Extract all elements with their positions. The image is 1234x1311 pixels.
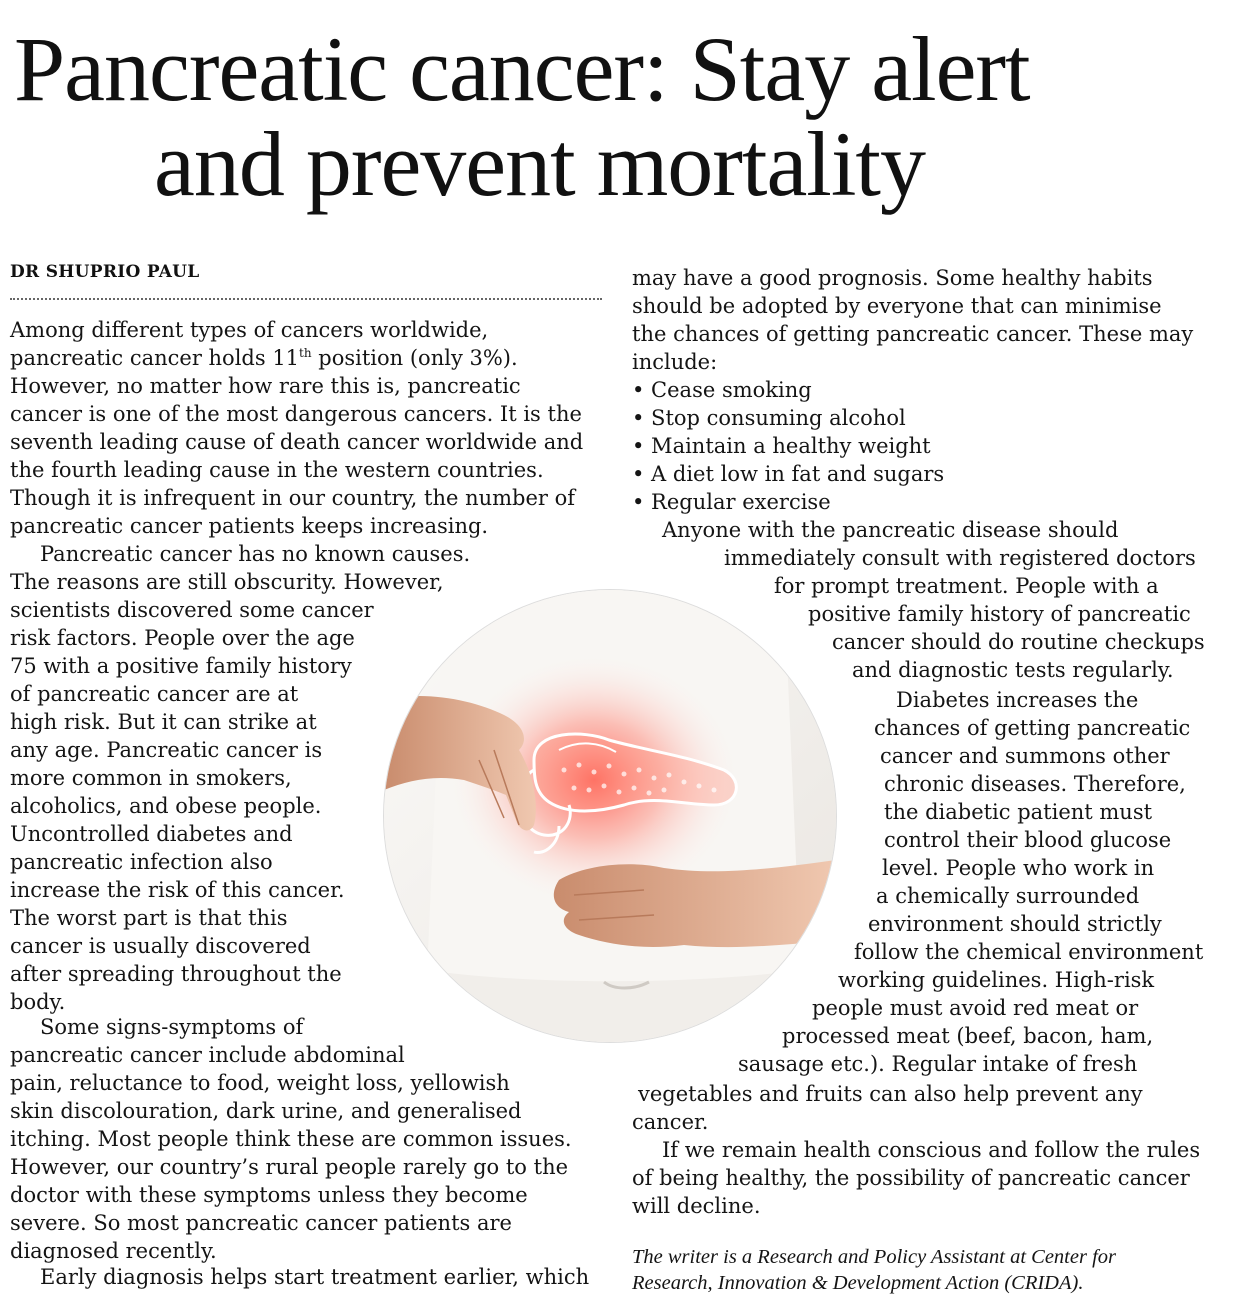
headline-line-1: Pancreatic cancer: Stay alert — [14, 18, 1030, 120]
right-p2-line: and diagnostic tests regularly. — [852, 658, 1174, 682]
left-p2-line: The worst part is that this — [10, 906, 288, 930]
right-p3-line: cancer. — [632, 1110, 709, 1134]
right-p3-line: sausage etc.). Regular intake of fresh — [738, 1052, 1138, 1076]
left-p2-line: of pancreatic cancer are at — [10, 682, 299, 706]
pancreas-illustration-icon — [384, 590, 836, 1042]
left-p3-line: pancreatic cancer include abdominal — [10, 1043, 405, 1067]
bullet-item: • Regular exercise — [632, 490, 831, 514]
right-p3-line: a chemically surrounded — [876, 884, 1140, 908]
left-p2-line: alcoholics, and obese people. — [10, 794, 322, 818]
bullet-item: • A diet low in fat and sugars — [632, 462, 945, 486]
left-p3-line: diagnosed recently. — [10, 1239, 217, 1263]
left-p3-line: doctor with these symptoms unless they become — [10, 1183, 528, 1207]
left-p3-line: pain, reluctance to food, weight loss, yellowish — [10, 1071, 510, 1095]
headline — [14, 18, 1224, 215]
left-p2-line: after spreading throughout the — [10, 962, 342, 986]
left-p3-line: itching. Most people think these are common issues. — [10, 1127, 572, 1151]
left-p1-line: cancer is one of the most dangerous cancers. It is the — [10, 402, 582, 426]
text-fragment: pancreatic cancer holds 11 — [10, 346, 300, 370]
right-p2-line: Anyone with the pancreatic disease should — [662, 518, 1119, 542]
right-p2-line: for prompt treatment. People with a — [774, 574, 1159, 598]
left-p2-line: pancreatic infection also — [10, 850, 273, 874]
byline: DR SHUPRIO PAUL — [10, 262, 200, 282]
left-p2-line: 75 with a positive family history — [10, 654, 352, 678]
right-p3-line: cancer and summons other — [880, 744, 1170, 768]
bullet-item: • Maintain a healthy weight — [632, 434, 931, 458]
right-p3-line: Diabetes increases the — [896, 688, 1139, 712]
left-p3-line: skin discolouration, dark urine, and generalised — [10, 1099, 522, 1123]
left-p1-line: seventh leading cause of death cancer worldwide and — [10, 430, 584, 454]
right-p1-line: the chances of getting pancreatic cancer. These may — [632, 322, 1194, 346]
right-p3-line: working guidelines. High-risk — [838, 968, 1155, 992]
right-p1-line: should be adopted by everyone that can minimise — [632, 294, 1162, 318]
left-p2-line: more common in smokers, — [10, 766, 292, 790]
left-p3-line: severe. So most pancreatic cancer patients are — [10, 1211, 512, 1235]
right-p3-line: level. People who work in — [882, 856, 1155, 880]
right-p1-line: include: — [632, 350, 718, 374]
left-p2-line: risk factors. People over the age — [10, 626, 355, 650]
left-p4-line: Early diagnosis helps start treatment earlier, which — [40, 1265, 590, 1289]
right-p3-line: environment should strictly — [868, 912, 1162, 936]
left-p1-line: the fourth leading cause in the western countries. — [10, 458, 544, 482]
left-p2-line: body. — [10, 990, 66, 1014]
left-p1-line — [10, 344, 518, 372]
right-p2-line: cancer should do routine checkups — [832, 630, 1205, 654]
left-p3-line: Some signs-symptoms of — [40, 1015, 304, 1039]
text-fragment: position (only 3%). — [311, 346, 518, 370]
left-p1-line: Among different types of cancers worldwide, — [10, 318, 489, 342]
right-p3-line: people must avoid red meat or — [812, 996, 1139, 1020]
right-p4-line: of being healthy, the possibility of pancreatic cancer — [632, 1166, 1190, 1190]
right-p4-line: will decline. — [632, 1194, 761, 1218]
right-p1-line: may have a good prognosis. Some healthy habits — [632, 266, 1153, 290]
pancreas-photo — [384, 590, 836, 1042]
superscript: th — [299, 346, 312, 360]
left-p3-line: However, our country’s rural people rarely go to the — [10, 1155, 569, 1179]
right-p3-line: follow the chemical environment — [854, 940, 1204, 964]
left-p1-line: pancreatic cancer patients keeps increasing. — [10, 514, 489, 538]
right-p2-line: positive family history of pancreatic — [808, 602, 1191, 626]
left-p1-line: Though it is infrequent in our country, the number of — [10, 486, 576, 510]
left-p2-line: Uncontrolled diabetes and — [10, 822, 293, 846]
left-p2-line: Pancreatic cancer has no known causes. — [40, 542, 471, 566]
right-p3-line: chances of getting pancreatic — [874, 716, 1191, 740]
left-p2-line: The reasons are still obscurity. However, — [10, 570, 444, 594]
left-p2-line: scientists discovered some cancer — [10, 598, 374, 622]
right-p3-line: the diabetic patient must — [884, 800, 1153, 824]
left-p2-line: cancer is usually discovered — [10, 934, 311, 958]
left-p1-line: However, no matter how rare this is, pancreatic — [10, 374, 521, 398]
right-p3-line: processed meat (beef, bacon, ham, — [782, 1024, 1154, 1048]
byline-divider — [10, 298, 602, 300]
headline-line-2: and prevent mortality — [154, 113, 925, 215]
bullet-item: • Stop consuming alcohol — [632, 406, 906, 430]
author-credit-line: Research, Innovation & Development Action (CRIDA). — [632, 1272, 1084, 1294]
right-p3-line: vegetables and fruits can also help prevent any — [638, 1082, 1143, 1106]
right-p3-line: control their blood glucose — [884, 828, 1172, 852]
right-p2-line: immediately consult with registered doctors — [724, 546, 1196, 570]
right-p4-line: If we remain health conscious and follow the rules — [662, 1138, 1201, 1162]
left-p2-line: increase the risk of this cancer. — [10, 878, 345, 902]
left-p2-line: any age. Pancreatic cancer is — [10, 738, 323, 762]
author-credit-line: The writer is a Research and Policy Assistant at Center for — [632, 1246, 1117, 1268]
right-p3-line: chronic diseases. Therefore, — [884, 772, 1186, 796]
left-p2-line: high risk. But it can strike at — [10, 710, 317, 734]
bullet-item: • Cease smoking — [632, 378, 812, 402]
